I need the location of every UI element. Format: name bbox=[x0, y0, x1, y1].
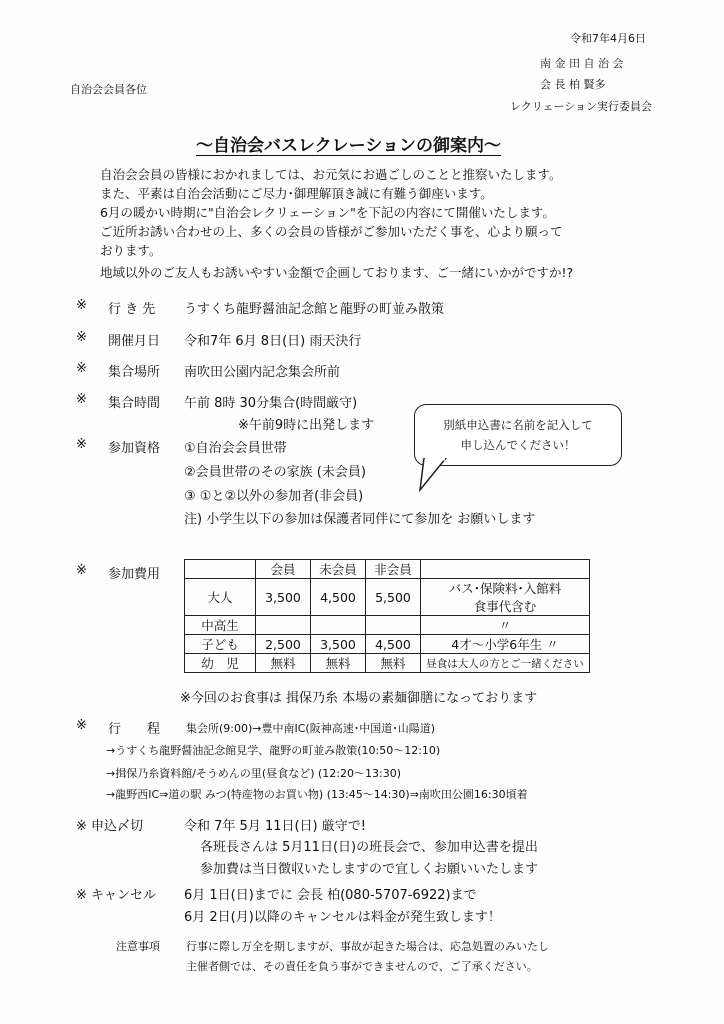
fee-cell bbox=[366, 616, 421, 635]
fee-cell: 4,500 bbox=[366, 635, 421, 654]
table-row bbox=[185, 635, 590, 654]
intro-line: 地域以外のご友人もお誘いやすい金額で企画しております、ご一緒にいかがですか!? bbox=[100, 265, 574, 280]
row-name: 幼 児 bbox=[185, 654, 256, 673]
eligibility-label: 参加資格 bbox=[108, 441, 161, 456]
time-value: 午前 8時 30分集合(時間厳守) bbox=[184, 396, 358, 411]
departure-note: ※午前9時に出発します bbox=[238, 418, 375, 433]
fee-cell: 5,500 bbox=[366, 579, 421, 616]
note-mark: ※ bbox=[76, 563, 87, 578]
eligibility-item: ③ ①と②以外の参加者(非会員) bbox=[184, 489, 364, 504]
intro-line: 自治会会員の皆様におかれましては、お元気にお過ごしのことと推察いたします。 bbox=[100, 167, 562, 182]
column-header: 未会員 bbox=[311, 560, 366, 579]
intro-line: 6月の暖かい時期に"自治会レクリェーション"を下記の内容にて開催いたします。 bbox=[100, 205, 555, 220]
date-value: 令和7年 6月 8日(日) 雨天決行 bbox=[184, 334, 362, 349]
bubble-line: 別紙申込書に名前を記入して bbox=[443, 418, 593, 432]
table-row bbox=[185, 654, 590, 673]
fee-note: 〃 bbox=[421, 616, 590, 635]
sender-committee: レクリェーション実行委員会 bbox=[510, 100, 653, 113]
table-header-row bbox=[185, 560, 590, 579]
fee-cell: 3,500 bbox=[256, 579, 311, 616]
itinerary-label: 行 程 bbox=[108, 722, 161, 737]
page-title: ～自治会バスレクレーションの御案内～ bbox=[196, 136, 501, 156]
fee-note: 昼食は大人の方とご一緒ください bbox=[421, 654, 590, 673]
intro-line: おります。 bbox=[100, 243, 162, 258]
place-value: 南吹田公園内記念集会所前 bbox=[184, 365, 341, 380]
cancel-line: 6月 1日(日)までに 会長 柏(080-5707-6922)まで bbox=[184, 888, 477, 903]
meal-note: ※今回のお食事は 揖保乃糸 本場の素麺御膳になっております bbox=[180, 691, 538, 706]
fee-cell bbox=[256, 616, 311, 635]
addressee: 自治会会員各位 bbox=[70, 83, 147, 96]
fee-cell: 2,500 bbox=[256, 635, 311, 654]
itinerary-line: →うすくち龍野醤油記念館見学、龍野の町並み散策(10:50～12:10) bbox=[106, 744, 441, 757]
notes-line: 主催者側では、その責任を負う事ができませんので、ご了承ください。 bbox=[186, 960, 538, 973]
intro-line: ご近所お誘い合わせの上、多くの会員の皆様がご参加いただく事を、心より願って bbox=[100, 224, 563, 239]
notes-line: 行事に際し万全を期しますが、事故が起きた場合は、応急処置のみいたし bbox=[186, 940, 549, 953]
row-name: 子ども bbox=[185, 635, 256, 654]
table-corner bbox=[185, 560, 256, 579]
row-name: 中高生 bbox=[185, 616, 256, 635]
fee-cell bbox=[311, 616, 366, 635]
fee-note-line: バス･保険料･入館料 bbox=[448, 581, 562, 596]
fee-cell: 無料 bbox=[256, 654, 311, 673]
column-header-empty bbox=[421, 560, 590, 579]
column-header: 会員 bbox=[256, 560, 311, 579]
sender-org: 南 金 田 自 治 会 bbox=[540, 57, 624, 70]
cancel-label: ※ キャンセル bbox=[76, 888, 157, 903]
intro-line: また、平素は自治会活動にご尽力･御理解頂き誠に有難う御座います。 bbox=[100, 186, 493, 201]
note-mark: ※ bbox=[76, 392, 87, 407]
itinerary-line: →龍野西IC⇒道の駅 みつ(特産物のお買い物) (13:45～14:30)⇒南吹田公園16:30頃着 bbox=[106, 788, 528, 801]
deadline-label: ※ 申込〆切 bbox=[76, 819, 144, 834]
time-label: 集合時間 bbox=[108, 396, 161, 411]
eligibility-item: ②会員世帯のその家族 (未会員) bbox=[184, 465, 366, 480]
fee-note: 4才～小学6年生 〃 bbox=[421, 635, 590, 654]
deadline-line: 参加費は当日徴収いたしますので宜しくお願いいたします bbox=[200, 862, 539, 877]
note-mark: ※ bbox=[76, 718, 87, 733]
fees-label: 参加費用 bbox=[108, 567, 161, 582]
note-mark: ※ bbox=[76, 298, 87, 313]
bubble-tail bbox=[418, 458, 458, 494]
row-name: 大人 bbox=[185, 579, 256, 616]
destination-value: うすくち龍野醤油記念館と龍野の町並み散策 bbox=[184, 302, 445, 317]
eligibility-item: ①自治会会員世帯 bbox=[184, 441, 287, 456]
bubble-line: 申し込んでください！ bbox=[460, 438, 576, 452]
issue-date: 令和7年4月6日 bbox=[570, 32, 646, 45]
signup-speech-bubble bbox=[414, 404, 622, 466]
itinerary-line: 集会所(9:00)→豊中南IC(阪神高速･中国道･山陽道) bbox=[186, 722, 436, 735]
note-mark: ※ bbox=[76, 361, 87, 376]
fee-table bbox=[184, 559, 590, 673]
fee-cell: 3,500 bbox=[311, 635, 366, 654]
fee-note bbox=[421, 579, 590, 616]
itinerary-line: →揖保乃糸資料館/そうめんの里(昼食など) (12:20～13:30) bbox=[106, 767, 401, 780]
note-mark: ※ bbox=[76, 437, 87, 452]
date-label: 開催月日 bbox=[108, 334, 161, 349]
sender-chair: 会 長 柏 賢多 bbox=[540, 78, 606, 91]
note-mark: ※ bbox=[76, 330, 87, 345]
fee-cell: 無料 bbox=[311, 654, 366, 673]
deadline-line: 各班長さんは 5月11日(日)の班長会で、参加申込書を提出 bbox=[200, 840, 538, 855]
deadline-value: 令和 7年 5月 11日(日) 厳守で! bbox=[184, 819, 366, 834]
eligibility-note: 注) 小学生以下の参加は保護者同伴にて参加を お願いします bbox=[184, 512, 536, 527]
fee-note-line: 食事代含む bbox=[473, 599, 537, 614]
column-header: 非会員 bbox=[366, 560, 421, 579]
destination-label: 行 き 先 bbox=[108, 302, 156, 317]
cancel-line: 6月 2日(月)以降のキャンセルは料金が発生致します！ bbox=[184, 910, 501, 925]
fee-cell: 無料 bbox=[366, 654, 421, 673]
place-label: 集合場所 bbox=[108, 365, 161, 380]
notes-label: 注意事項 bbox=[116, 940, 160, 953]
table-row bbox=[185, 616, 590, 635]
table-row bbox=[185, 579, 590, 616]
fee-cell: 4,500 bbox=[311, 579, 366, 616]
